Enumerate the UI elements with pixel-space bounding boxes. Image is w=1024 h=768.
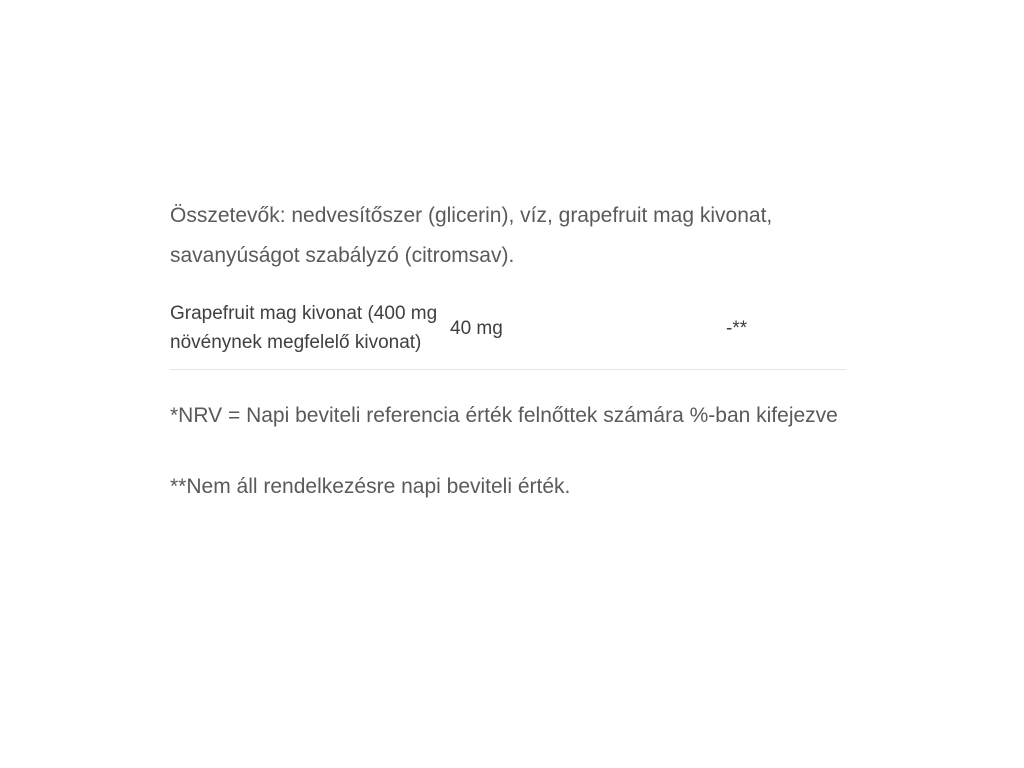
ingredient-nrv-cell: -** bbox=[726, 317, 748, 339]
table-row bbox=[170, 299, 846, 370]
ingredient-amount-cell: 40 mg bbox=[450, 317, 503, 339]
ingredients-text: Összetevők: nedvesítőszer (glicerin), víz, grapefruit mag kivonat, savanyúságot szabályzó (citromsav). bbox=[170, 204, 773, 267]
product-description bbox=[170, 196, 850, 507]
ingredient-name-cell: Grapefruit mag kivonat (400 mg növénynek megfelelő kivonat) bbox=[170, 303, 438, 353]
nrv-definition-note: *NRV = Napi beviteli referencia érték felnőttek számára %-ban kifejezve bbox=[170, 404, 838, 427]
nutrition-table bbox=[170, 299, 846, 370]
no-nrv-note: **Nem áll rendelkezésre napi beviteli érték. bbox=[170, 475, 571, 498]
